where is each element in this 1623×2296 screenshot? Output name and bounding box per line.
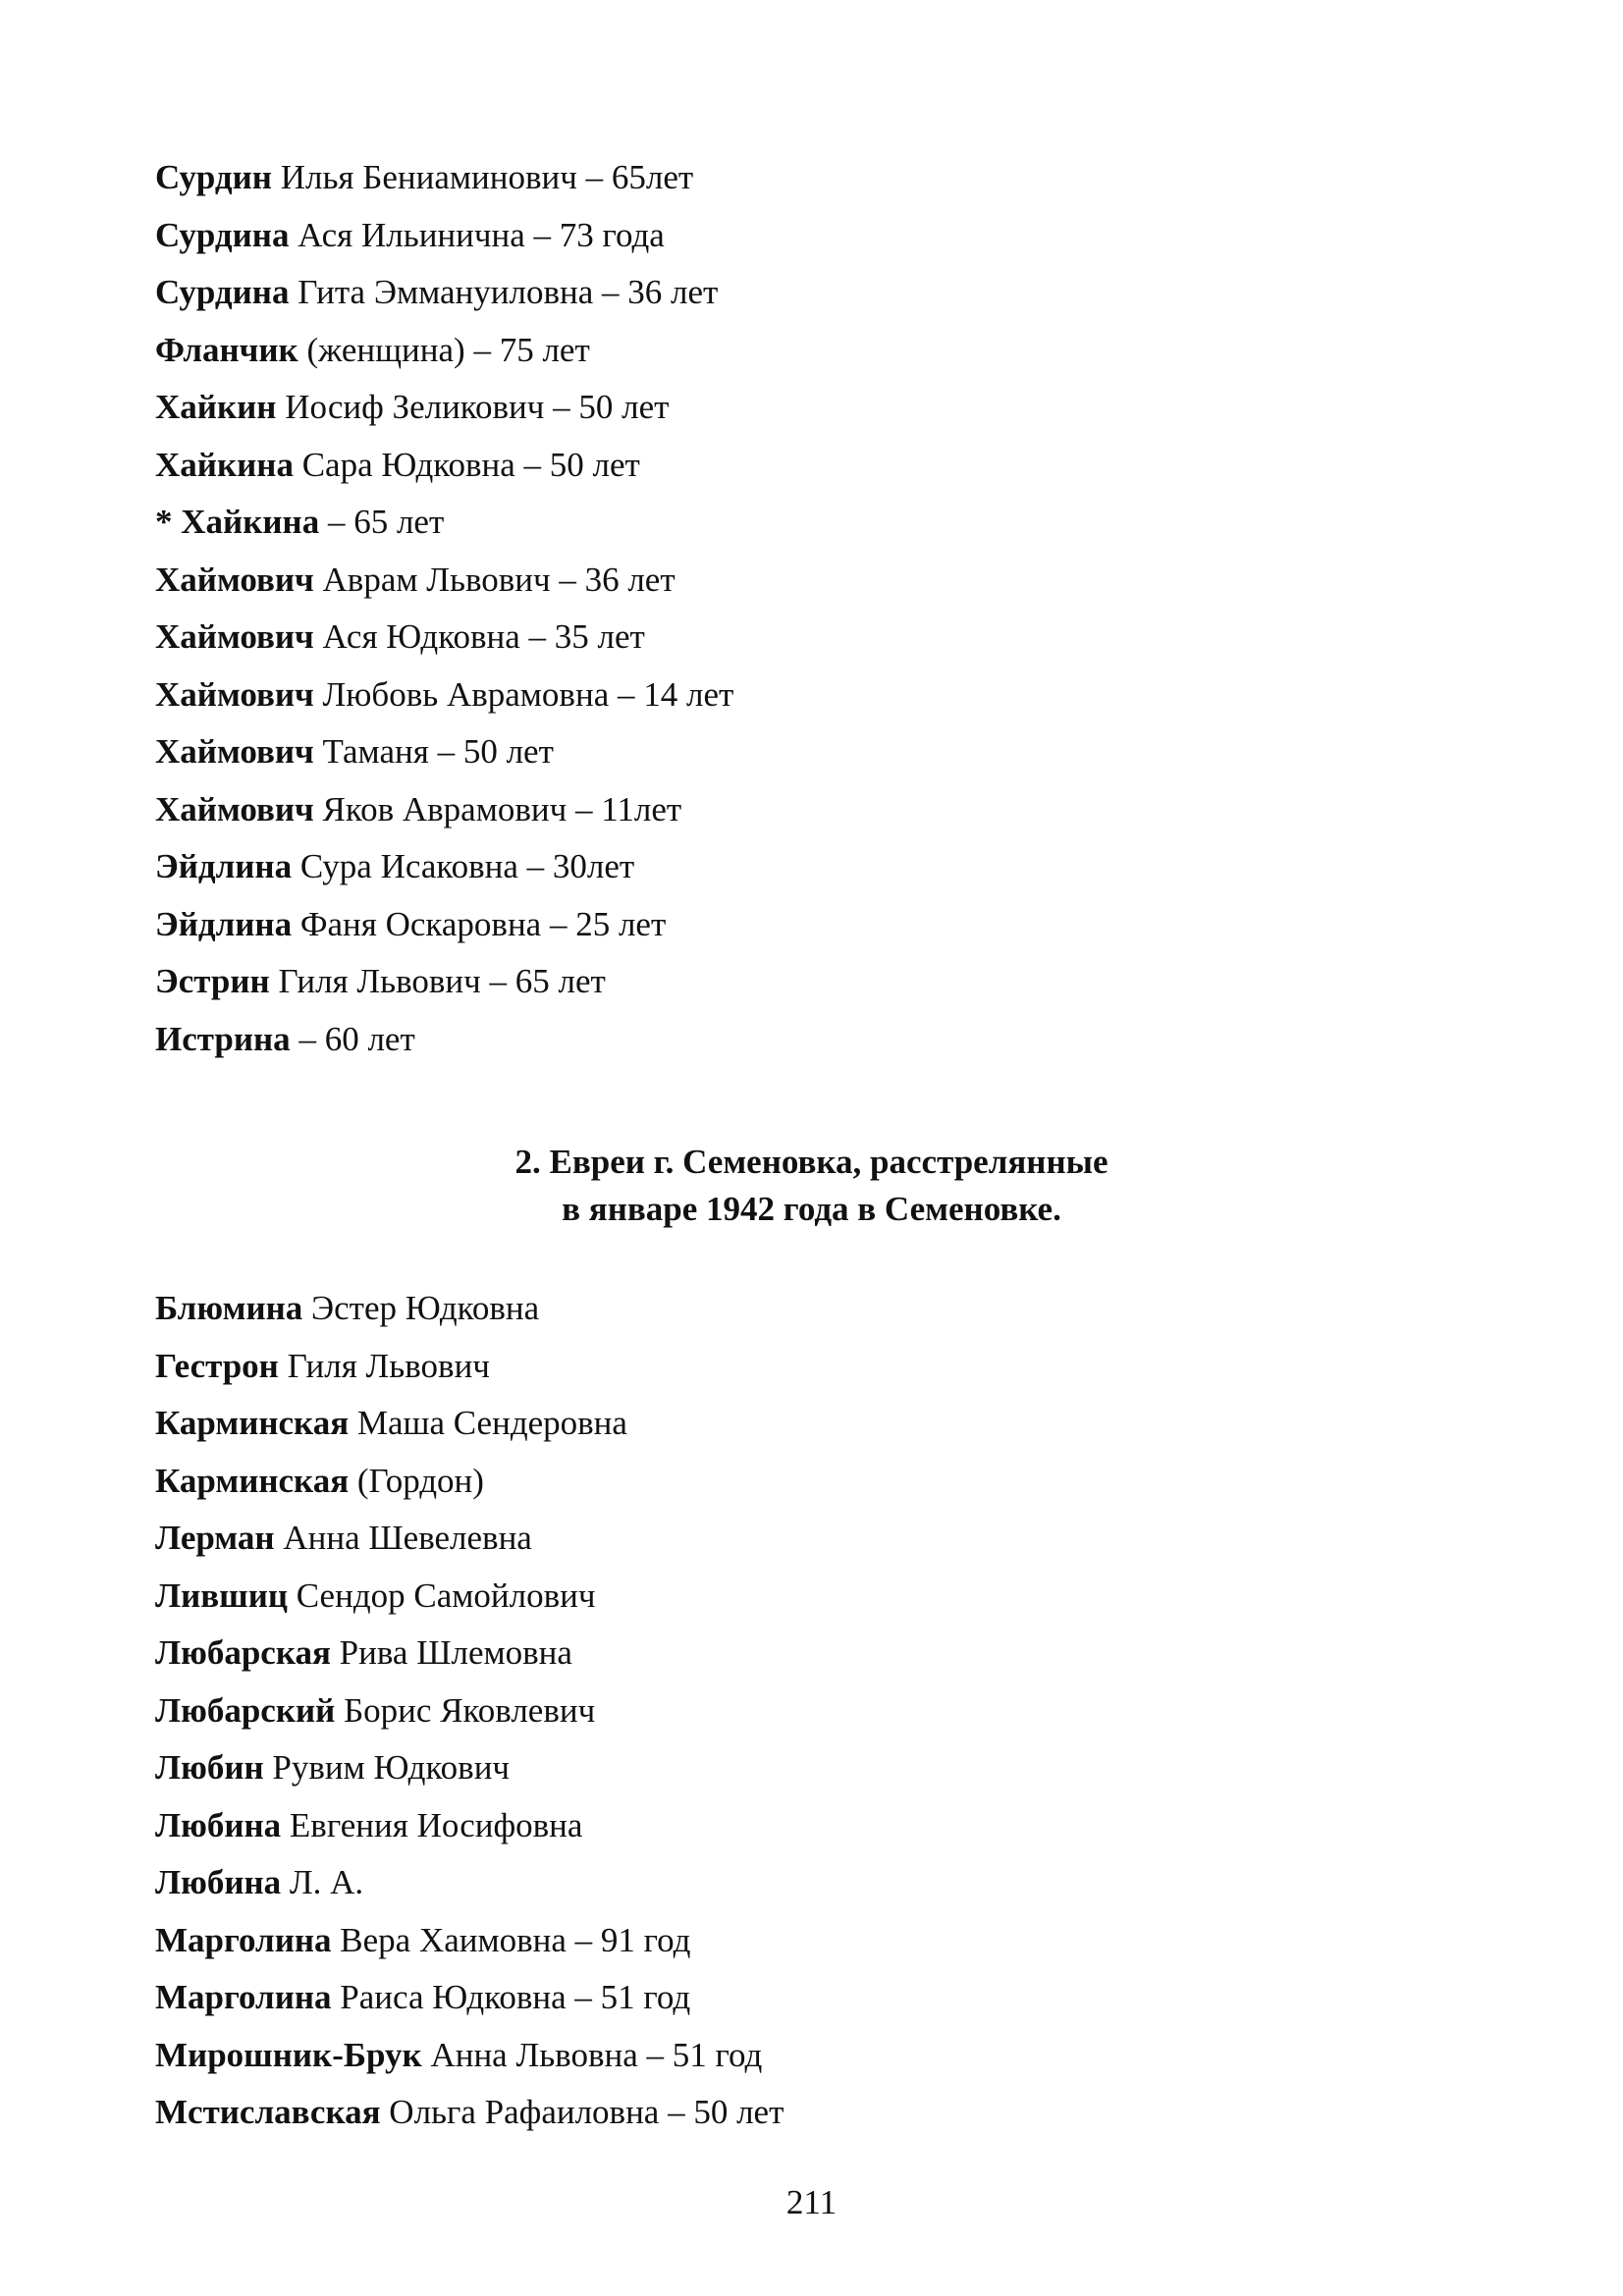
surname: Истрина	[155, 1019, 291, 1058]
person-details: Таманя – 50 лет	[313, 732, 554, 771]
person-details: Анна Шевелевна	[274, 1519, 532, 1557]
list-item	[155, 781, 733, 839]
person-details: Илья Бениаминович – 65лет	[271, 158, 694, 196]
list-item	[155, 1011, 733, 1069]
page-number: 211	[785, 2183, 838, 2221]
surname: Хаймович	[155, 617, 314, 656]
person-details: Сура Исаковна – 30лет	[292, 847, 635, 885]
list-item	[155, 1453, 784, 1511]
surname: Любин	[155, 1748, 264, 1787]
person-details: Анна Львовна – 51 год	[421, 2035, 763, 2074]
person-details: Ольга Рафаиловна – 50 лет	[380, 2093, 784, 2131]
surname: Лившиц	[155, 1575, 289, 1615]
list-item	[155, 1797, 784, 1855]
surname: Эстрин	[155, 962, 270, 1000]
person-details: – 65 лет	[319, 503, 445, 541]
person-details: Аврам Львович – 36 лет	[313, 560, 676, 599]
list-item	[155, 723, 733, 781]
person-details: Фаня Оскаровна – 25 лет	[292, 904, 667, 943]
surname: Марголина	[155, 1920, 332, 1959]
surname: Мстиславская	[155, 2093, 381, 2131]
surname: Сурдина	[155, 273, 290, 311]
person-details: Гита Эммануиловна – 36 лет	[289, 273, 719, 311]
list-item	[155, 1969, 784, 2027]
list-item	[155, 1395, 784, 1453]
person-details: Вера Хаимовна – 91 год	[331, 1920, 691, 1959]
surname: Хаймович	[155, 560, 314, 599]
person-details: Рувим Юдкович	[263, 1748, 511, 1787]
list-item	[155, 437, 733, 495]
surname: Хайкина	[155, 445, 294, 484]
list-item	[155, 2084, 784, 2142]
list-item	[155, 609, 733, 667]
list-item	[155, 552, 733, 610]
surname: Эйдлина	[155, 904, 293, 943]
list-item	[155, 1510, 784, 1568]
section-heading	[0, 1139, 1623, 1233]
person-details: – 60 лет	[290, 1019, 415, 1058]
list-item	[155, 494, 733, 552]
person-details: (женщина) – 75 лет	[298, 330, 590, 369]
victims-list-section-2	[155, 1280, 784, 2142]
person-details: Маша Сендеровна	[349, 1404, 627, 1442]
surname: Любарская	[155, 1633, 331, 1672]
list-item	[155, 667, 733, 724]
surname: Хаймович	[155, 674, 314, 714]
person-details: Иосиф Зеликович – 50 лет	[276, 388, 670, 426]
list-item	[155, 1625, 784, 1682]
victims-list-section-1	[155, 149, 733, 1068]
surname: Лерман	[155, 1519, 275, 1557]
list-item	[155, 149, 733, 207]
surname: Марголина	[155, 1978, 332, 2016]
person-details: Яков Аврамович – 11лет	[313, 789, 682, 828]
surname: Любина	[155, 1805, 282, 1844]
person-details: Любовь Аврамовна – 14 лет	[313, 674, 734, 714]
list-item	[155, 1854, 784, 1912]
person-details: Борис Яковлевич	[335, 1690, 596, 1730]
person-details: Раиса Юдковна – 51 год	[331, 1978, 691, 2016]
list-item	[155, 896, 733, 954]
surname: Карминская	[155, 1461, 350, 1500]
person-details: Гиля Львович – 65 лет	[269, 962, 606, 1000]
person-details: Рива Шлемовна	[330, 1633, 572, 1672]
person-details: Гиля Львович	[278, 1346, 490, 1385]
person-details: (Гордон)	[349, 1461, 484, 1500]
person-details: Сендор Самойлович	[288, 1575, 596, 1615]
section-heading-line-2: в январе 1942 года в Семеновке.	[562, 1190, 1061, 1228]
list-item	[155, 1280, 784, 1338]
person-details: Ася Юдковна – 35 лет	[313, 617, 645, 656]
section-heading-line-1: 2. Евреи г. Семеновка, расстрелянные	[514, 1143, 1109, 1181]
surname: Мирошник-Брук	[155, 2035, 422, 2074]
list-item	[155, 1682, 784, 1740]
list-item	[155, 1568, 784, 1626]
list-item	[155, 1912, 784, 1970]
surname: Эйдлина	[155, 847, 293, 885]
surname: * Хайкина	[155, 503, 320, 541]
surname: Гестрон	[155, 1346, 279, 1385]
surname: Хайкин	[155, 388, 277, 426]
list-item	[155, 838, 733, 896]
person-details: Эстер Юдковна	[302, 1289, 540, 1327]
list-item	[155, 2027, 784, 2085]
list-item	[155, 207, 733, 265]
list-item	[155, 1739, 784, 1797]
surname: Сурдин	[155, 158, 272, 196]
surname: Любина	[155, 1863, 282, 1901]
surname: Хаймович	[155, 789, 314, 828]
list-item	[155, 1338, 784, 1396]
list-item	[155, 264, 733, 322]
person-details: Сара Юдковна – 50 лет	[293, 445, 640, 484]
person-details: Ася Ильинична – 73 года	[289, 215, 665, 254]
surname: Карминская	[155, 1404, 350, 1442]
list-item	[155, 379, 733, 437]
surname: Сурдина	[155, 215, 290, 254]
list-item	[155, 953, 733, 1011]
surname: Фланчик	[155, 330, 298, 369]
list-item	[155, 322, 733, 380]
surname: Хаймович	[155, 732, 314, 771]
person-details: Евгения Иосифовна	[281, 1805, 583, 1844]
surname: Любарский	[155, 1690, 336, 1730]
person-details: Л. А.	[281, 1863, 364, 1901]
surname: Блюмина	[155, 1289, 303, 1327]
